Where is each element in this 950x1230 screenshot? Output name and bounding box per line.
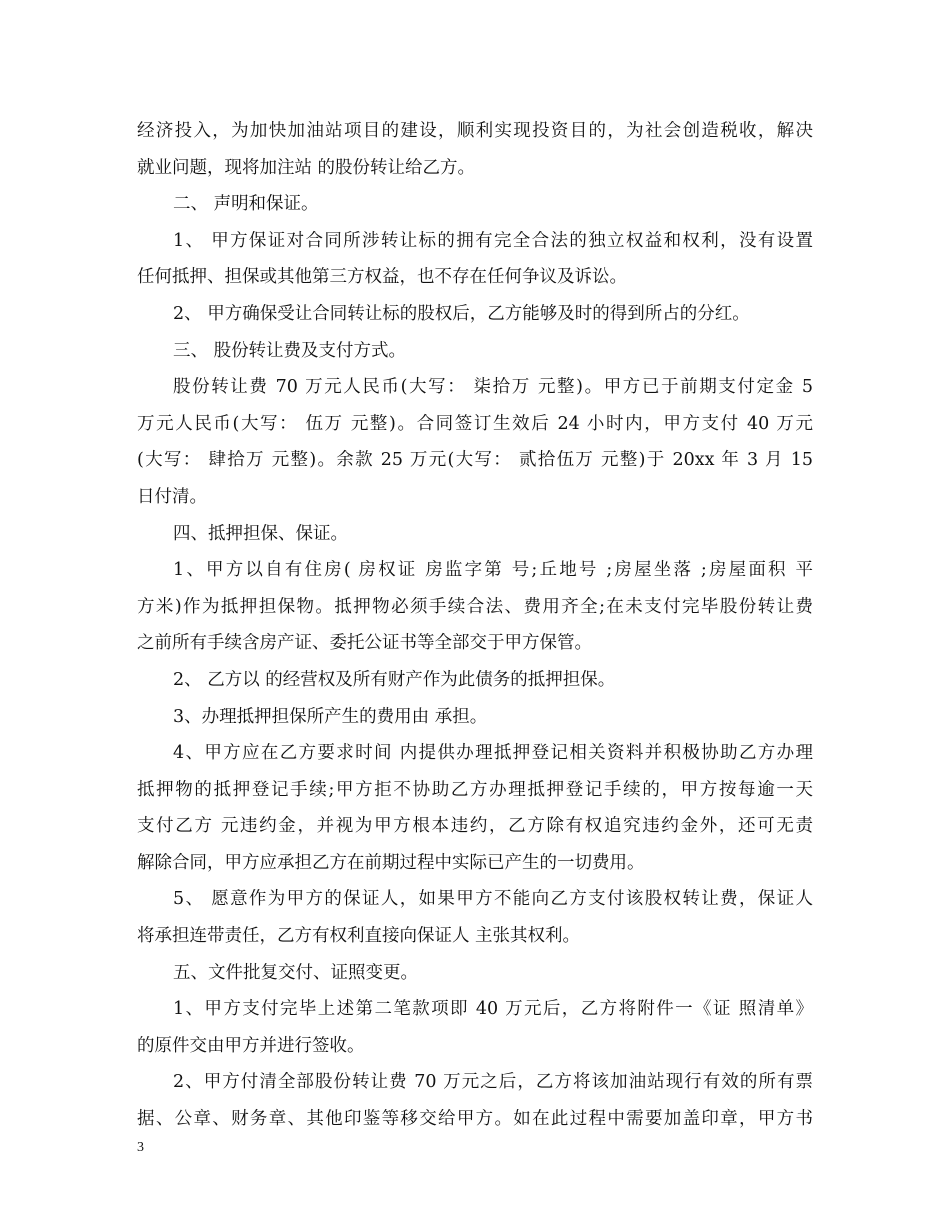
- text-line: 1、甲方支付完毕上述第二笔款项即 40 万元后，乙方将附件一《证 照清单》: [173, 999, 813, 1020]
- text-line: (大写： 肆拾万 元整)。余款 25 万元(大写： 贰拾伍万 元整)于 20xx 年 3 月 15: [137, 450, 813, 471]
- text-line: 之前所有手续含房产证、委托公证书等全部交于甲方保管。: [137, 633, 592, 654]
- text-line: 任何抵押、担保或其他第三方权益，也不存在任何争议及诉讼。: [137, 267, 627, 288]
- text-line: 股份转让费 70 万元人民币(大写： 柒拾万 元整)。甲方已于前期支付定金 5: [173, 377, 813, 398]
- text-line: 日付清。: [137, 486, 207, 507]
- text-line: 将承担连带责任，乙方有权利直接向保证人 主张其权利。: [137, 926, 581, 947]
- text-line: 2、甲方付清全部股份转让费 70 万元之后，乙方将该加油站现行有效的所有票: [173, 1072, 813, 1093]
- text-line: 1、 甲方保证对合同所涉转让标的拥有完全合法的独立权益和权利，没有设置: [173, 230, 813, 251]
- text-line: 3、办理抵押担保所产生的费用由 承担。: [173, 706, 488, 727]
- text-line: 据、公章、财务章、其他印鉴等移交给甲方。如在此过程中需要加盖印章，甲方书: [137, 1109, 813, 1130]
- text-line: 支付乙方 元违约金，并视为甲方根本违约，乙方除有权追究违约金外，还可无责: [137, 816, 813, 837]
- section-heading: 四、抵押担保、保证。: [173, 523, 348, 544]
- section-heading: 五、文件批复交付、证照变更。: [173, 962, 418, 983]
- text-line: 方米)作为抵押担保物。抵押物必须手续合法、费用齐全;在未支付完毕股份转让费: [137, 596, 813, 617]
- text-line: 5、 愿意作为甲方的保证人，如果甲方不能向乙方支付该股权转让费，保证人: [173, 889, 813, 910]
- text-line: 4、甲方应在乙方要求时间 内提供办理抵押登记相关资料并积极协助乙方办理: [173, 743, 813, 764]
- section-heading: 二、 声明和保证。: [173, 194, 319, 215]
- text-line: 解除合同，甲方应承担乙方在前期过程中实际已产生的一切费用。: [137, 852, 645, 873]
- text-line: 经济投入，为加快加油站项目的建设，顺利实现投资目的，为社会创造税收，解决: [137, 121, 813, 141]
- text-line: 2、 甲方确保受让合同转让标的股权后，乙方能够及时的得到所占的分红。: [173, 303, 750, 324]
- text-line: 1、甲方以自有住房( 房权证 房监字第 号;丘地号 ;房屋坐落 ;房屋面积 平: [173, 560, 813, 581]
- text-line: 万元人民币(大写： 伍万 元整)。合同签订生效后 24 小时内，甲方支付 40 万元: [137, 413, 813, 434]
- document-body: [137, 113, 813, 1138]
- text-line: 的原件交由甲方并进行签收。: [137, 1035, 365, 1056]
- page-number: 3: [137, 1140, 144, 1155]
- text-line: 2、 乙方以 的经营权及所有财产作为此债务的抵押担保。: [173, 669, 616, 690]
- section-heading: 三、 股份转让费及支付方式。: [173, 340, 407, 361]
- text-line: 就业问题，现将加注站 的股份转让给乙方。: [137, 157, 476, 178]
- text-line: 抵押物的抵押登记手续;甲方拒不协助乙方办理抵押登记手续的，甲方按每逾一天: [137, 779, 813, 800]
